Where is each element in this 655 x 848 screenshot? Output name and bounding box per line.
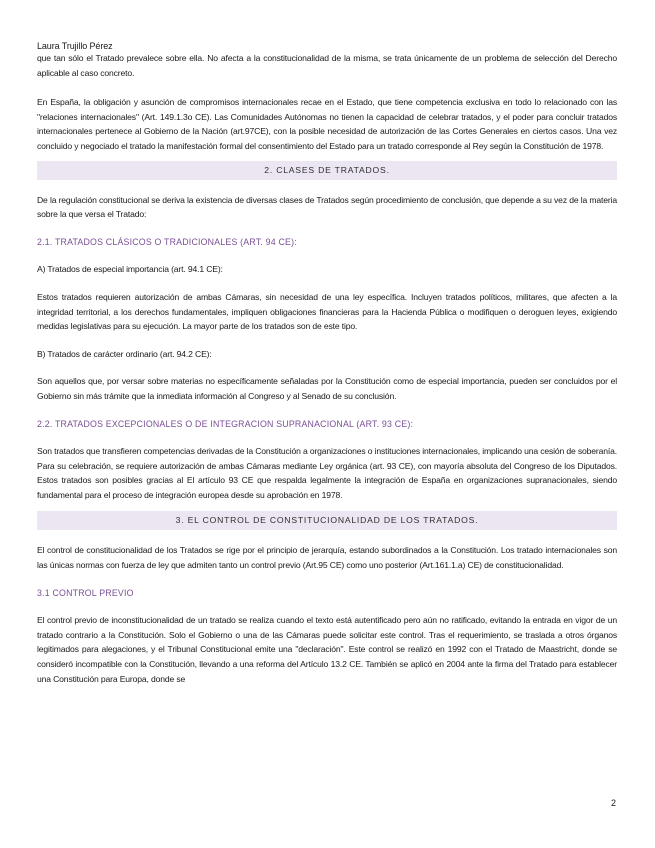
page-number: 2 [611, 798, 617, 808]
header-author: Laura Trujillo Pérez [37, 41, 113, 51]
subheading-control-previo: 3.1 CONTROL PREVIO [37, 587, 134, 598]
paragraph-control-previo: El control previo de inconstitucionalidad de un tratado se realiza cuando el texto está autentificado pero aún no ratificado, evitando la entrada en vigor de un tratado contrario a la Constitución. Solo el Gobierno o una de las Cámaras puede solicitar este control. Tras el requerimiento, se traslada a otros órganos legitimados para alegaciones, y el Tribunal Constitucional emite una "declaración". Este control se realizó en 1992 con el Tratado de Maastricht, donde se consideró incompatible con la Constitución, llevando a una reforma del Artículo 13.2 CE. También se aplicó en 2004 ante la firma del Tratado para establecer una Constitución para Europa, donde se [37, 615, 617, 684]
heading-caracter-ordinario: B) Tratados de carácter ordinario (art. 94.2 CE): [37, 348, 212, 359]
paragraph-tratados-excepcionales: Son tratados que transfieren competencias derivadas de la Constitución a organizaciones o instituciones internacionales, implicando una cesión de soberanía. Para su celebración, se requiere autorización de ambas Cámaras mediante Ley orgánica (art. 93 CE), con mayoría absoluta del Congreso de los Diputados. Estos tratados son posibles gracias al El artículo 93 CE que respalda legalmente la integración de España en organizaciones supranacionales, siendo fundamental para el proceso de integración europea desde su aprobación en 1978. [37, 446, 617, 500]
paragraph-clases: De la regulación constitucional se deriva la existencia de diversas clases de Tratados según procedimiento de conclusión, que depende a su vez de la materia sobre la que versa el Tratado: [37, 194, 617, 220]
paragraph-control: El control de constitucionalidad de los Tratados se rige por el principio de jerarquía, estando subordinados a la Constitución. Los tratado internacionales son las únicas normas con fuerza de ley que admiten tanto un control previo (Art.95 CE) como uno posterior (Art.161.1.a) CE) de constitucionalidad. [37, 545, 617, 571]
heading-especial-importancia: A) Tratados de especial importancia (art. 94.1 CE): [37, 264, 223, 275]
subheading-tratados-excepcionales: 2.2. TRATADOS EXCEPCIONALES O DE INTEGRACION SUPRANACIONAL (ART. 93 CE): [37, 418, 414, 429]
subheading-tratados-clasicos: 2.1. TRATADOS CLÁSICOS O TRADICIONALES (ART. 94 CE): [37, 236, 297, 247]
paragraph-especial-importancia: Estos tratados requieren autorización de ambas Cámaras, sin necesidad de una ley específica. Incluyen tratados políticos, militares, que afecten a la integridad territorial, a los derechos fundamentales, impliquen obligaciones financieras para la Hacienda Pública o modifiquen o deroguen leyes, exigiendo medidas legislativas para su ejecución. La mayor parte de los tratados son de este tipo. [37, 291, 617, 332]
paragraph-intro: que tan sólo el Tratado prevalece sobre ella. No afecta a la constitucionalidad de la misma, se trata únicamente de un problema de selección del Derecho aplicable al caso concreto. [37, 53, 617, 78]
paragraph-spain-competence: En España, la obligación y asunción de compromisos internacionales recae en el Estado, que tiene competencia exclusiva en todo lo relacionado con las "relaciones internacionales" (Art. 149.1.3o CE). Las Comunidades Autónomas no tienen la capacidad de celebrar tratados, y el poder para concluir tratados internacionales pertenece al Gobierno de la Nación (art.97CE), con la posible necesidad de autorización de las Cortes Generales en ciertos casos. Una vez concluido y negociado el tratado la manifestación formal del consentimiento del Estado para un tratado corresponde al Rey según la Constitución de 1978. [37, 97, 617, 151]
section-heading-control-constitucionalidad: 3. EL CONTROL DE CONSTITUCIONALIDAD DE LOS TRATADOS. [37, 511, 617, 530]
document-body [37, 51, 617, 686]
section-heading-clases-tratados: 2. CLASES DE TRATADOS. [37, 161, 617, 180]
paragraph-caracter-ordinario: Son aquellos que, por versar sobre materias no específicamente señaladas por la Constitución como de especial importancia, pueden ser concluidos por el Gobierno sin más trámite que la inmediata información al Congreso y al Senado de su conclusión. [37, 376, 617, 401]
